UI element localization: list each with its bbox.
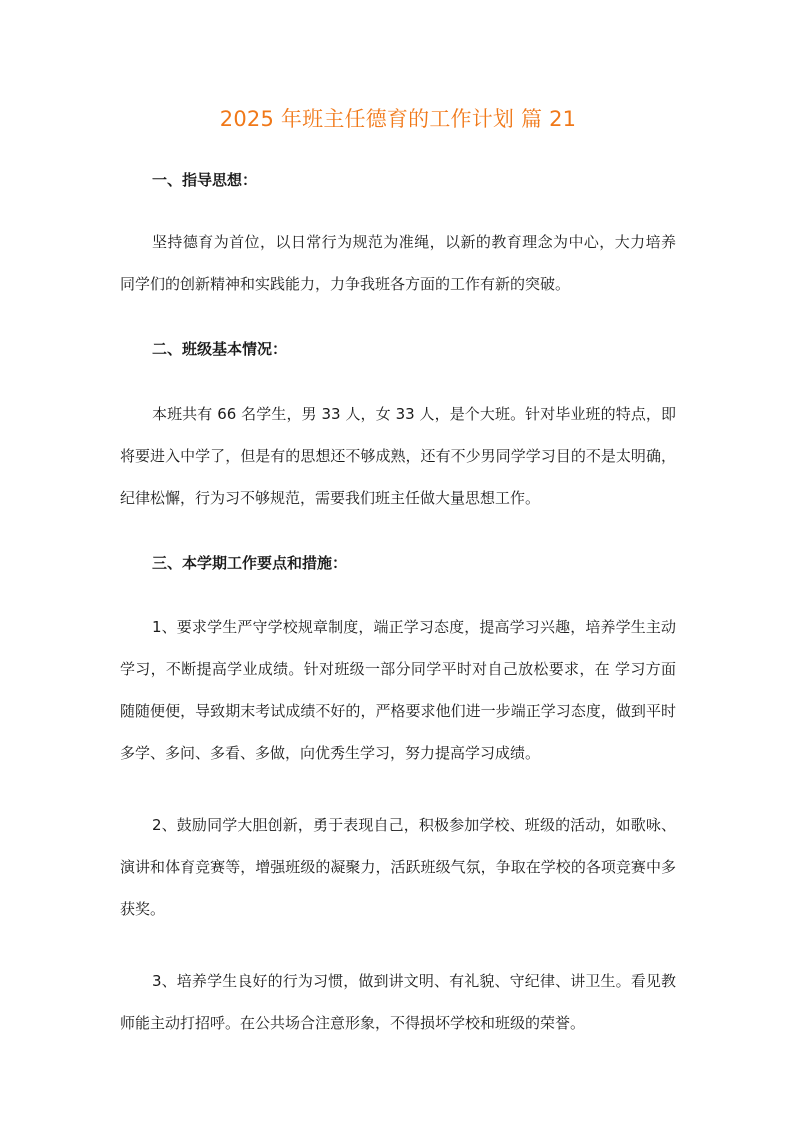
paragraph-measure-1: 1、要求学生严守学校规章制度，端正学习态度，提高学习兴趣，培养学生主动学习，不断提高学业成绩。针对班级一部分同学平时对自己放松要求，在 学习方面随随便便，导致期末考试成绩不好的，严格要求他们进一步端正学习态度，做到平时多学、多问、多看、多做，向优秀生学习，努力提高学习成绩。	[120, 618, 676, 762]
document-title: 2025 年班主任德育的工作计划 篇 21	[219, 107, 577, 131]
paragraph-guiding-ideology: 坚持德育为首位，以日常行为规范为准绳，以新的教育理念为中心，大力培养同学们的创新精神和实践能力，力争我班各方面的工作有新的突破。	[120, 233, 676, 293]
paragraph-measure-2: 2、鼓励同学大胆创新，勇于表现自己，积极参加学校、班级的活动，如歌咏、演讲和体育竞赛等，增强班级的凝聚力，活跃班级气氛，争取在学校的各项竞赛中多获奖。	[120, 816, 676, 918]
section-heading-class-situation: 二、班级基本情况：	[152, 340, 288, 358]
section-heading-key-measures: 三、本学期工作要点和措施：	[152, 554, 348, 572]
section-heading-guiding-ideology: 一、指导思想：	[152, 171, 258, 189]
paragraph-measure-3: 3、培养学生良好的行为习惯，做到讲文明、有礼貌、守纪律、讲卫生。看见教师能主动打招呼。在公共场合注意形象，不得损坏学校和班级的荣誉。	[120, 972, 676, 1032]
paragraph-class-situation: 本班共有 66 名学生，男 33 人，女 33 人，是个大班。针对毕业班的特点，即将要进入中学了，但是有的思想还不够成熟，还有不少男同学学习目的不是太明确，纪律松懈，行为习不够规范，需要我们班主任做大量思想工作。	[120, 405, 676, 507]
